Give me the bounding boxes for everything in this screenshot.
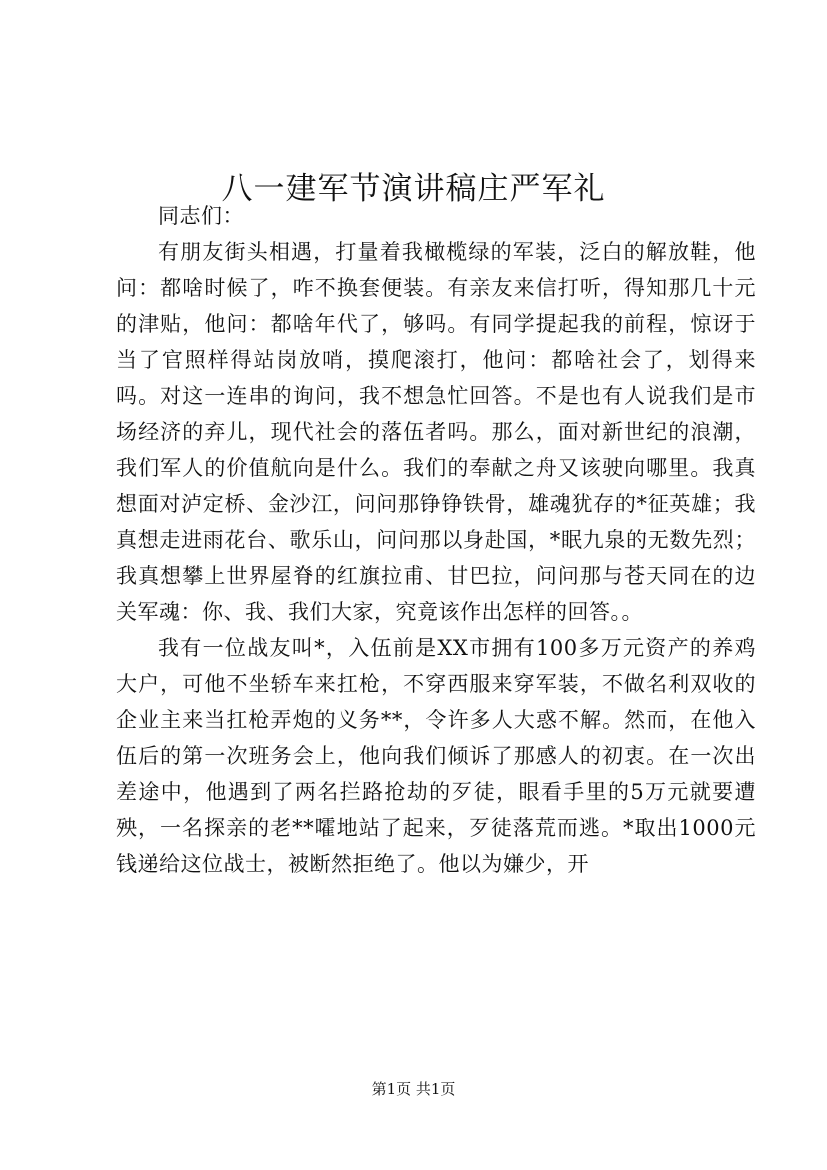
page-footer: 第1页 共1页 (371, 1080, 456, 1098)
salutation: 同志们： (158, 204, 244, 228)
document-body (116, 198, 756, 882)
paragraph-2: 我有一位战友叫*，入伍前是XX市拥有100多万元资产的养鸡大户，可他不坐轿车来扛枪，不穿西服来穿军装，不做名利双收的企业主来当扛枪弄炮的义务**，令许多人大惑不解。然而，在他入伍后的第一次班务会上，他向我们倾诉了那感人的初衷。在一次出差途中，他遇到了两名拦路抢劫的歹徒，眼看手里的5万元就要遭殃，一名探亲的老**嚯地站了起来，歹徒落荒而逃。*取出1000元钱递给这位战士，被断然拒绝了。他以为嫌少，开 (116, 636, 756, 876)
paragraph-1: 有朋友街头相遇，打量着我橄榄绿的军装，泛白的解放鞋，他问：都啥时候了，咋不换套便装。有亲友来信打听，得知那几十元的津贴，他问：都啥年代了，够吗。有同学提起我的前程，惊讶于当了官照样得站岗放哨，摸爬滚打，他问：都啥社会了，划得来吗。对这一连串的询问，我不想急忙回答。不是也有人说我们是市场经济的弃儿，现代社会的落伍者吗。那么，面对新世纪的浪潮，我们军人的价值航向是什么。我们的奉献之舟又该驶向哪里。我真想面对泸定桥、金沙江，问问那铮铮铁骨，雄魂犹存的*征英雄；我真想走进雨花台、歌乐山，问问那以身赴国，*眠九泉的无数先烈；我真想攀上世界屋脊的红旗拉甫、甘巴拉，问问那与苍天同在的边关军魂：你、我、我们大家，究竟该作出怎样的回答。。 (116, 240, 756, 624)
document-title: 八一建军节演讲稿庄严军礼 (221, 170, 606, 207)
